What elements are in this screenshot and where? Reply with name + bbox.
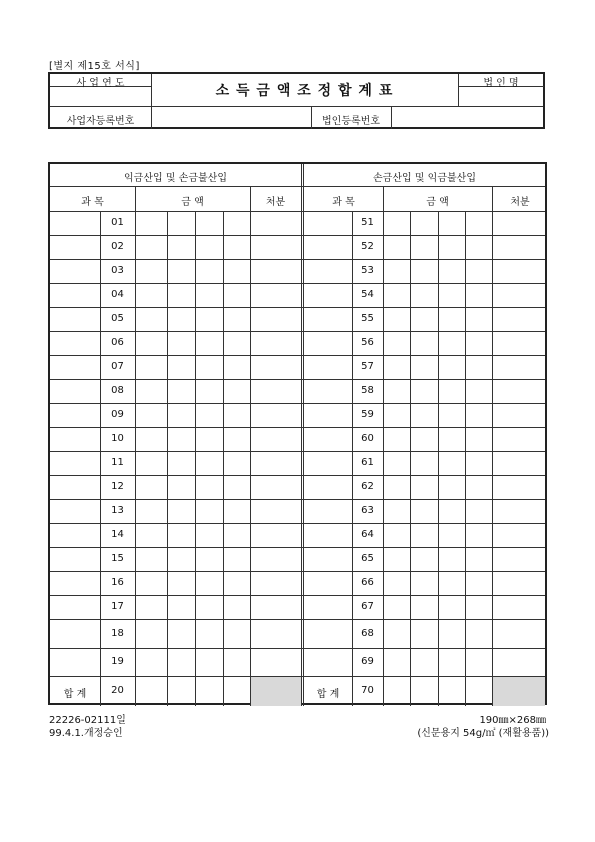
column-rule	[383, 186, 384, 706]
adjustment-table	[48, 162, 547, 705]
left-code-cell: 18	[111, 627, 124, 639]
right-code-cell: 69	[361, 656, 374, 667]
left-code-cell: 13	[111, 505, 124, 516]
business-year-label: 사 업 연 도	[76, 78, 125, 89]
column-rule	[492, 186, 493, 706]
right-code-cell: 67	[361, 601, 374, 612]
left-code-cell: 06	[111, 337, 124, 348]
left-code-cell: 05	[111, 313, 124, 324]
right-code-cell: 64	[361, 529, 374, 540]
row-rule	[50, 451, 545, 452]
row-rule	[50, 259, 545, 260]
row-rule	[50, 595, 545, 596]
left-code-cell: 03	[111, 265, 124, 276]
row-rule	[50, 523, 545, 524]
right-code-cell: 68	[361, 627, 374, 639]
left-col-item-header: 과 목	[81, 196, 104, 208]
left-col-amount-header: 금 액	[181, 196, 204, 208]
row-rule	[50, 186, 545, 187]
left-code-cell: 14	[111, 529, 124, 540]
right-code-cell: 51	[361, 217, 374, 228]
paper-spec: (신문용지 54g/㎡ (재활용품))	[417, 728, 549, 739]
right-col-item-header: 과 목	[332, 196, 355, 208]
right-code-cell: 65	[361, 553, 374, 564]
row-rule	[50, 283, 545, 284]
center-divider	[303, 164, 304, 706]
column-rule	[135, 186, 136, 706]
right-code-cell: 52	[361, 241, 374, 252]
paper-size: 190㎜×268㎜	[479, 715, 546, 726]
left-code-cell: 04	[111, 289, 124, 300]
business-reg-no-label: 사업자등록번호	[66, 116, 135, 127]
right-code-cell: 54	[361, 289, 374, 300]
left-code-cell: 10	[111, 433, 124, 444]
row-rule	[50, 547, 545, 548]
form-code: 22226-02111일	[49, 715, 126, 726]
left-code-cell: 09	[111, 409, 124, 420]
amount-digit-rule	[195, 211, 196, 706]
left-total-label: 합 계	[63, 689, 87, 700]
right-total-label: 합 계	[316, 689, 340, 700]
left-col-disposal-header: 처분	[265, 196, 286, 208]
right-code-cell: 61	[361, 457, 374, 468]
right-code-cell: 62	[361, 481, 374, 492]
left-code-cell: 08	[111, 385, 124, 396]
right-code-cell: 66	[361, 577, 374, 588]
right-total-code: 70	[361, 685, 374, 696]
column-rule	[250, 186, 251, 706]
left-code-cell: 07	[111, 361, 124, 372]
right-code-cell: 53	[361, 265, 374, 276]
right-code-cell: 57	[361, 361, 374, 372]
header-box	[48, 72, 545, 129]
left-section-title: 익금산입 및 손금불산입	[124, 173, 227, 184]
center-divider	[301, 164, 302, 706]
left-code-cell: 12	[111, 481, 124, 492]
right-code-cell: 59	[361, 409, 374, 420]
right-section-title: 손금산입 및 익금불산입	[373, 173, 476, 184]
form-number-label: [별지 제15호 서식]	[49, 61, 140, 72]
row-rule	[50, 307, 545, 308]
row-rule	[50, 211, 545, 212]
right-code-cell: 55	[361, 313, 374, 324]
row-rule	[50, 475, 545, 476]
left-total-code: 20	[111, 685, 124, 696]
row-rule	[50, 648, 545, 649]
amount-digit-rule	[465, 211, 466, 706]
left-code-cell: 16	[111, 577, 124, 588]
row-rule	[50, 379, 545, 380]
approval-note: 99.4.1.개정승인	[49, 728, 123, 739]
left-code-cell: 01	[111, 217, 124, 228]
left-code-cell: 17	[111, 601, 124, 612]
right-col-amount-header: 금 액	[426, 196, 449, 208]
right-code-cell: 56	[361, 337, 374, 348]
left-code-cell: 19	[111, 656, 124, 667]
right-code-cell: 63	[361, 505, 374, 516]
amount-digit-rule	[167, 211, 168, 706]
corporation-name-label: 법 인 명	[483, 78, 519, 89]
corporation-reg-no-label: 법인등록번호	[322, 116, 380, 127]
row-rule	[50, 355, 545, 356]
amount-digit-rule	[223, 211, 224, 706]
right-code-cell: 60	[361, 433, 374, 444]
row-rule	[50, 331, 545, 332]
row-rule	[50, 571, 545, 572]
row-rule	[50, 499, 545, 500]
shaded-total-disposal-left	[251, 677, 301, 706]
left-code-cell: 11	[111, 457, 124, 468]
row-rule	[50, 427, 545, 428]
left-code-cell: 15	[111, 553, 124, 564]
right-code-cell: 58	[361, 385, 374, 396]
row-rule	[50, 619, 545, 620]
form-title: 소 득 금 액 조 정 합 계 표	[215, 83, 394, 99]
shaded-total-disposal-right	[493, 677, 545, 706]
amount-digit-rule	[410, 211, 411, 706]
row-rule	[50, 235, 545, 236]
amount-digit-rule	[438, 211, 439, 706]
right-col-disposal-header: 처분	[510, 196, 530, 208]
left-code-cell: 02	[111, 241, 124, 252]
row-rule	[50, 403, 545, 404]
